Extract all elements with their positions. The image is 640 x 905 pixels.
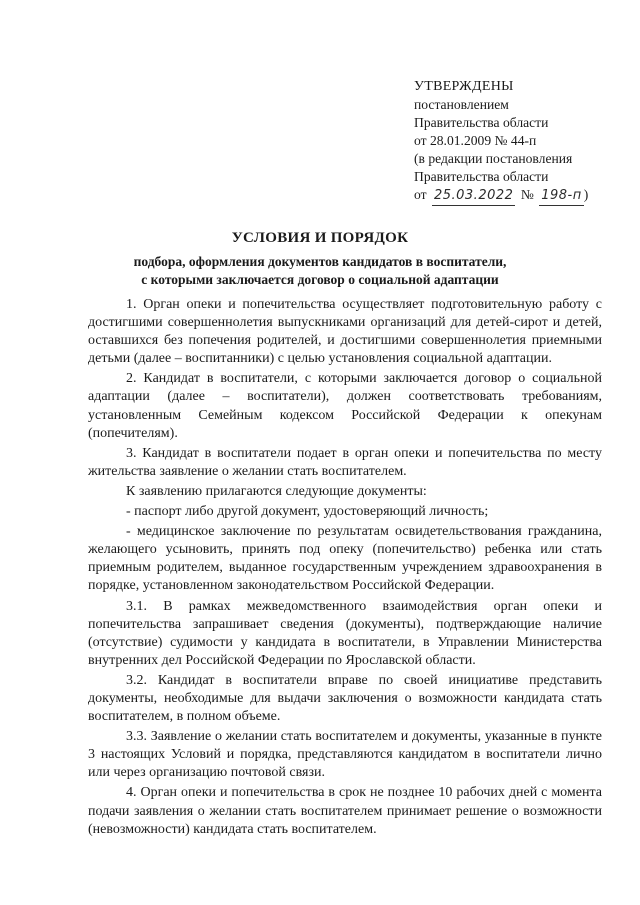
paragraph-1: 1. Орган опеки и попечительства осуществляет подготовительную работу с достигшими совершеннолетия выпускниками организаций для детей-сирот и детей, оставшихся без попечения родителей, и достигшими совершеннолетия приемными детьми (далее – воспитанники) с целью установления социальной адаптации. (88, 297, 602, 367)
amendment-close-paren: ) (583, 187, 589, 202)
paragraph-3-2: 3.2. Кандидат в воспитатели вправе по своей инициативе представить документы, необходимые для выдачи заключения о возможности кандидата стать воспитателем, в полном объеме. (88, 672, 602, 725)
paragraph-3-1: 3.1. В рамках межведомственного взаимодействия орган опеки и попечительства запрашивает сведения (документы), подтверждающие наличие (отсутствие) судимости у кандидата в воспитатели, в Управлении Министерства внутренних дел Российской Федерации по Ярославской области. (88, 598, 602, 668)
paragraph-2: 2. Кандидат в воспитатели, с которыми заключается договор о социальной адаптации (далее – воспитатели), должен соответствовать требованиям, установленным Семейным кодексом Российской Федерации к опекунам (попечителям). (88, 371, 602, 441)
approval-line-4: (в редакции постановления (414, 151, 573, 166)
document-subtitle-line-2: с которыми заключается договор о социальной адаптации (141, 272, 499, 287)
amendment-date: 25.03.2022 (432, 187, 515, 206)
amendment-line (414, 186, 636, 206)
paragraph-3-3: 3.3. Заявление о желании стать воспитателем и документы, указанные в пункте 3 настоящих Условий и порядка, представляются кандидатом в воспитатели лично или через организацию почтовой связи. (88, 729, 602, 781)
approval-line-3: от 28.01.2009 № 44-п (414, 133, 537, 148)
document-subtitle-line-1: подбора, оформления документов кандидатов в воспитатели, (133, 254, 507, 269)
amendment-number: 198-п (539, 187, 584, 206)
approval-line-2: Правительства области (414, 115, 549, 130)
paragraph-3: 3. Кандидат в воспитатели подает в орган опеки и попечительства по месту жительства заявление о желании стать воспитателем. (88, 445, 602, 479)
approval-line-1: постановлением (414, 97, 509, 112)
paragraph-4: 4. Орган опеки и попечительства в срок не позднее 10 рабочих дней с момента подачи заявления о желании стать воспитателем принимает решение о возможности (невозможности) кандидата стать воспитателем. (88, 785, 602, 837)
approval-stamp-block (414, 78, 636, 206)
document-title-block (0, 228, 640, 289)
approval-line-5: Правительства области (414, 169, 549, 184)
document-body (88, 296, 602, 839)
list-item-medical: - медицинское заключение по результатам освидетельствования гражданина, желающего усыновить, принять под опеку (попечительство) ребенка или стать приемным родителем, выданное государственным учреждением здравоохранения в порядке, установленном законодательством Российской Федерации. (88, 524, 602, 594)
paragraph-3-docs-intro: К заявлению прилагаются следующие документы: (126, 483, 427, 499)
approval-heading: УТВЕРЖДЕНЫ (414, 79, 514, 94)
amendment-number-sign: № (520, 187, 534, 202)
list-item-passport: - паспорт либо другой документ, удостоверяющий личность; (126, 504, 489, 520)
amendment-prefix: от (414, 187, 427, 202)
document-title: УСЛОВИЯ И ПОРЯДОК (231, 230, 409, 246)
